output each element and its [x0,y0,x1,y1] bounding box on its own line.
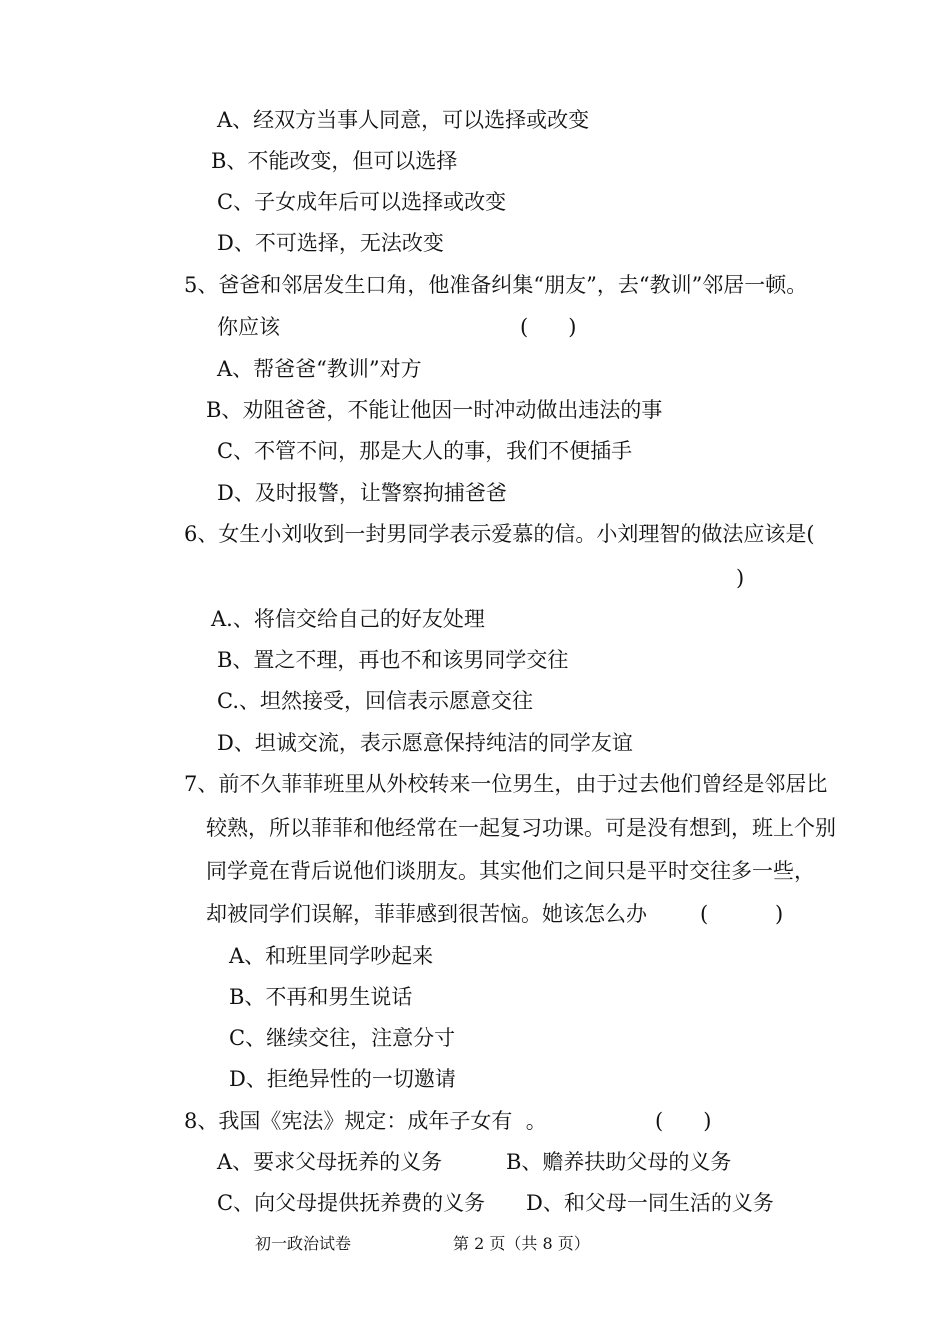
q5-stem-line1: 5、爸爸和邻居发生口角，他准备纠集“朋友”，去“教训”邻居一顿。 [184,273,808,297]
q6-option-c: C.、坦然接受，回信表示愿意交往 [217,689,533,713]
q5-stem-line2: 你应该 [217,315,280,339]
q4-option-b: B、不能改变，但可以选择 [211,149,458,173]
footer-page-number: 第 2 页（共 8 页） [453,1234,590,1253]
q4-option-c: C、子女成年后可以选择或改变 [217,190,507,214]
q6-option-d: D、坦诚交流，表示愿意保持纯洁的同学友谊 [217,731,633,755]
q6-answer-bracket-close: ) [736,566,745,590]
q5-option-a: A、帮爸爸“教训”对方 [217,357,422,381]
q7-option-a: A、和班里同学吵起来 [229,944,434,968]
q5-option-c: C、不管不问，那是大人的事，我们不便插手 [217,439,633,463]
q7-stem-line4: 却被同学们误解，菲菲感到很苦恼。她该怎么办 [206,902,647,926]
q8-option-a: A、要求父母抚养的义务 [217,1150,443,1174]
q6-stem-line1: 6、女生小刘收到一封男同学表示爱慕的信。小刘理智的做法应该是( [184,522,815,546]
q7-option-d: D、拒绝异性的一切邀请 [229,1067,456,1091]
q7-option-c: C、继续交往，注意分寸 [229,1026,456,1050]
q4-option-d: D、不可选择，无法改变 [217,231,444,255]
footer-subject: 初一政治试卷 [255,1234,352,1253]
q8-stem: 8、我国《宪法》规定：成年子女有 。 [184,1109,547,1133]
q6-option-a: A.、将信交给自己的好友处理 [211,607,485,631]
q4-option-a: A、经双方当事人同意，可以选择或改变 [217,108,590,132]
q7-option-b: B、不再和男生说话 [229,985,413,1009]
q5-answer-bracket: ( ) [520,315,577,339]
q7-answer-bracket: ( ) [700,902,784,926]
q8-option-c: C、向父母提供抚养费的义务 [217,1191,486,1215]
q7-stem-line3: 同学竟在背后说他们谈朋友。其实他们之间只是平时交往多一些， [206,859,815,883]
q5-option-b: B、劝阻爸爸，不能让他因一时冲动做出违法的事 [206,398,663,422]
q8-option-b: B、赡养扶助父母的义务 [506,1150,732,1174]
q8-option-d: D、和父母一同生活的义务 [526,1191,774,1215]
q7-stem-line1: 7、前不久菲菲班里从外校转来一位男生，由于过去他们曾经是邻居比 [184,772,828,796]
q8-answer-bracket: ( ) [655,1109,712,1133]
q6-option-b: B、置之不理，再也不和该男同学交往 [217,648,569,672]
q5-option-d: D、及时报警，让警察拘捕爸爸 [217,481,507,505]
q7-stem-line2: 较熟，所以菲菲和他经常在一起复习功课。可是没有想到，班上个别 [206,816,836,840]
